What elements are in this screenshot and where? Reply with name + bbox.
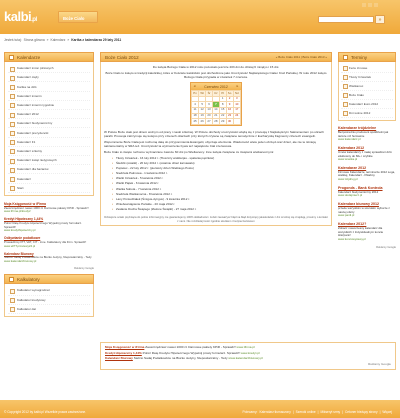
holiday-item: • Popielec - 22 luty 2012 r. (pierwszy dzień Wielkiego Postu) [116, 167, 328, 172]
kalkulatory-panel-title: Kalkulatory [4, 274, 94, 284]
ad-block [338, 202, 396, 218]
sidebar-item[interactable]: Kalendarz 2012 [8, 110, 90, 119]
breadcrumb-item: » [46, 38, 49, 42]
calculator-icon [9, 277, 14, 282]
left-ads [4, 202, 94, 264]
article-title: Boże Ciało 2012 [105, 55, 139, 60]
year-nav[interactable]: « Boże Ciało 2011 | Boże Ciało 2013 » [275, 54, 327, 59]
calendar-day-header: Pn [193, 90, 197, 95]
kalendarze-panel-title: Kalendarze [4, 52, 94, 62]
breadcrumb-item: Kartka z kalendarza 29 laty 2011 [71, 38, 122, 42]
calendar-icon [9, 55, 14, 60]
sidebar-item[interactable]: Kalendarz szkolny [8, 147, 90, 156]
ad-url[interactable]: www.kalendarzbiurowy.pl [228, 356, 263, 361]
ad-text: Kalendarz biodynamiczny 2012 [338, 189, 379, 194]
terminy-item[interactable]: Dni wolne 2012 [341, 109, 393, 118]
calendar-day[interactable]: 5 [199, 102, 206, 108]
footer [0, 400, 400, 418]
ad-url[interactable]: www.kredyt.pl [240, 350, 260, 355]
ad-text: Zaoszczędzasz nawet 1000 zł. Darmowe pakiety KPiR - Sprawdź! [144, 345, 237, 349]
ad-title[interactable]: Moja Księgowość w iFirma [4, 201, 46, 206]
holiday-item: • Tłusty Czwartek - 16 luty 2012 r. (Tłuszczy wwiklerjas - spalania pączków) [116, 156, 328, 161]
terminy-item[interactable]: Tłusty Czwartek [341, 73, 393, 82]
ad-text: Stefcio Sadaj Podatkowicie na Biurko Jedyny, Niepowtarzalny - Tedy [4, 255, 92, 260]
top-icons [360, 3, 378, 8]
ad-block [338, 166, 396, 182]
clock-icon [343, 55, 348, 60]
right-sidebar [338, 52, 396, 249]
holiday-item: • Śledzik (ostatki) - 20 luty 2012 r. (ostatnie dzień karnawału) [116, 162, 328, 167]
breadcrumb-item[interactable]: Kalendarz [50, 38, 66, 42]
ad-title[interactable]: Kalendarz 2012? [338, 222, 367, 227]
calendar-day[interactable]: 9 [226, 102, 233, 108]
related-intro: Boże Ciało to święto ruchome wyznaczane zawsze 60 dni po Wielkanocy. Inne święta związane ze świętami wielkanocnymi: [104, 150, 275, 155]
ad-block [4, 217, 94, 233]
ad-text: Policz Ratę Kredytu Hipotecznego Wypełnij prosty formularz. Sprawdź! [141, 350, 241, 355]
ad-title[interactable]: Progonds - Bank Kontrola [338, 186, 383, 190]
calendar-day[interactable]: 3 [233, 96, 240, 102]
ad-title[interactable]: Kalendarz Biurowy [105, 356, 133, 361]
ad-url[interactable]: www.ifirma.pl [236, 345, 255, 349]
ad-text: Bezpośrednio producent spółdzielni jak tańsze niż hurtownie [338, 129, 389, 138]
holiday-item: • Wielki Czwartek - 5 kwietnia 2012 r. [116, 177, 328, 182]
footer-links [241, 410, 392, 414]
related-holidays-list [116, 156, 328, 212]
prev-month-icon[interactable]: ◄ [193, 83, 196, 88]
terminy-item[interactable]: Boże Ciało [341, 91, 393, 100]
terminy-item[interactable]: Ferie zimowe [341, 64, 393, 73]
sidebar-item[interactable]: Kalendarz świąt nietypowych [8, 156, 90, 165]
bottom-ad [105, 356, 391, 360]
breadcrumb [4, 38, 123, 42]
calendar-day[interactable]: 4 [192, 102, 199, 108]
ad-url[interactable]: www.trójdrug.pl [338, 177, 358, 182]
terminy-item[interactable]: Kalendarz Euro 2012 [341, 100, 393, 109]
sidebar-item[interactable]: Kartka na dziś [8, 82, 90, 91]
calendar-day[interactable]: 26 [200, 118, 204, 123]
kalkulator-item[interactable]: Kalkulator wynagrodzeń [8, 286, 90, 295]
calendar-day[interactable]: 14 [214, 107, 218, 112]
footer-link[interactable]: Mikseryt srmy [320, 410, 341, 414]
tradition-text: W Polsce Boże ciało jest dniem wolnym od pracy i nauki szkolnej. W Polsce obchody uroczystości wiążą się z procesją z Najświętszym Sakramentem po ulicach parafii. Procesja zatrzymuje się kolejno przy czterech ołtarzach przy których czytane są związane tematycznie z Eucharystią fragmenty czterech ewangelii. [104, 129, 324, 138]
ad-title[interactable]: Kalendarze 2012 [338, 166, 367, 171]
kalendarze-list [4, 62, 94, 196]
ad-title[interactable]: Kalendarz 2012 [338, 146, 365, 151]
history-text: Wspomnienie Boże Ciała jest ruchomą datą do przypomnienia Ewangelii, obyczaje wierzenia. Wiadomość wiele jeden obrzęd oraz dzień, ale nie te istnieją sakramentalny w SRA też. Uroczystość ta wyznaczenie bywa też największe Ciał czerwcowa. [104, 140, 316, 149]
disclaimer: Dzisiejsze ociało prężniąca do polnie informacyjny nie gwarantujemy 100% dokładności. Jeżeli zauważysz błąd na błąd dotyczący jakiekolwiek z dni w której się znajdują, prosimy o kontakt z nami. Nie rozdzielaj treści zgodnie skutkiem i bezpieczeństwem [104, 216, 328, 223]
ad-block [338, 222, 396, 242]
ad-url[interactable]: www.ePIT.przelewy24.pl [4, 243, 36, 248]
article-body [100, 62, 332, 226]
calendar-day[interactable]: 12 [200, 107, 204, 112]
sidebar-item[interactable]: Kalendarz F1 [8, 138, 90, 147]
calendar-day[interactable]: 15 [221, 107, 225, 112]
footer-link: | [342, 410, 343, 414]
calendar-day[interactable]: 25 [193, 118, 197, 123]
sidebar-item[interactable]: Start [8, 184, 90, 193]
calendar-day-header: Wt [200, 90, 204, 95]
countdown-text: Do święta Bożego Ciała w 2012 roku pozostało jeszcze 203 dni do dzisiaj 6 minęłyo i 15 dni. [152, 65, 280, 69]
holiday-item: • Lany Poniedziałek (Śmigus-dyngus) - 9 kwietnia 2012 r. [116, 197, 328, 202]
calendar-day-highlighted[interactable]: 7 [212, 102, 219, 108]
sidebar-item[interactable]: Kalendarz imion płciowych [8, 64, 90, 73]
main-content [100, 52, 332, 226]
calendar-day[interactable]: 27 [207, 118, 211, 123]
search-button[interactable]: » [375, 15, 385, 24]
header-bar [0, 0, 400, 34]
ad-url[interactable]: www.dodajmierz.pl [338, 193, 363, 198]
bottom-ad [105, 351, 391, 355]
ad-title[interactable]: Kalendarze trójdzielne [338, 126, 377, 131]
ad-url[interactable]: www.ifirma.pl/kredyt/ [4, 209, 31, 214]
sidebar-item[interactable]: Kalendarz ciąży [8, 73, 90, 82]
google-ads-label[interactable]: Reklamy Google [74, 266, 94, 270]
calendar-day [233, 119, 240, 125]
calendar-day[interactable]: 13 [207, 107, 211, 112]
sidebar-item[interactable]: Kalendarz biodynamiczny [8, 119, 90, 128]
ad-text: przede wszystkim w szerokim wyborze z naszej oferty [338, 205, 390, 214]
ad-text: Firmowe Kalendarze, terminarze 2012 Loga, wielkiej, Kalendarz - Pikabny [338, 169, 396, 178]
ad-text: Prowadzimy PIT, VAT, CIT - inne. Kalkulatory dla Firm. Sprawdź! [4, 239, 87, 244]
calendar-day[interactable]: 2 [226, 96, 233, 102]
ad-url[interactable]: www.pantl.pl [338, 213, 355, 218]
calendar-day-header: Nd [234, 90, 239, 95]
calendar-day[interactable]: 22 [221, 113, 225, 118]
holiday-item: • Niedziela Wielkanocna - 8 kwietnia 2012 r. [116, 192, 328, 197]
breadcrumb-item: Jesteś tutaj: [4, 38, 22, 42]
ad-url[interactable]: www.kalendarzbiurowy.pl [4, 259, 37, 264]
terminy-list [338, 62, 396, 121]
calendar-day[interactable]: 16 [227, 107, 232, 112]
ad-block [338, 126, 396, 142]
ad-block [4, 236, 94, 248]
kalkulatory-panel [4, 274, 94, 317]
holiday-item: • Niedziela Palmowa - 1 kwietnia 2012 r. [116, 172, 328, 177]
ad-title[interactable]: Kredyt Hipoteczny 1,44% [105, 350, 142, 355]
share-icon[interactable] [368, 3, 372, 7]
google-ads-label-right[interactable]: Reklamy Google [376, 245, 396, 249]
calendar-day[interactable]: 18 [193, 113, 197, 118]
calendar-header [191, 83, 241, 90]
bottom-ad [105, 345, 391, 349]
bottom-ads [100, 342, 396, 370]
site-logo[interactable]: kalbi.pl [4, 9, 37, 24]
ad-block [338, 186, 396, 198]
ad-block [4, 252, 94, 264]
article-title-bar [100, 52, 332, 62]
sidebar-item[interactable]: Kalendarz dla bazarów [8, 165, 90, 174]
intro-text: Boże Ciało to święto w tradycji katolickiej, które w Kościele katolickim jest obchodzone jako Uroczystość Najświętszego Ciała i Krwi Pańskiej. W roku 2012 święto Bożego Ciała przypada w czwartek 7 czerwca. [105, 71, 327, 80]
calendar-day[interactable]: 23 [227, 113, 232, 118]
ad-url[interactable]: www.kalendarz.pl [338, 137, 361, 142]
home-icon[interactable] [374, 3, 378, 7]
ad-title[interactable]: Kalendarz Biurowy [4, 251, 34, 256]
calendar-day-header: Cz [214, 90, 218, 95]
ad-url[interactable]: www.kredythipoteczny.pl [4, 228, 36, 233]
footer-link: | [292, 410, 294, 414]
calendar-month: Czerwiec 2012 [204, 84, 228, 89]
ad-text: Zaoszczędzasz nawet 1000 zł. Darmowe pakiety KPiR - Sprawdź! [4, 205, 89, 210]
calendar-day[interactable]: 19 [200, 113, 204, 118]
footer-link[interactable]: Szeroki online [295, 410, 316, 414]
google-ads-label-bottom[interactable]: Reklamy Google [368, 361, 391, 366]
footer-link: Polecamy: [242, 410, 258, 414]
ad-title[interactable]: Kredyt Hipoteczny 1,44% [4, 217, 44, 222]
holiday-item: • Wielki Piątek - 6 kwietnia 2012 r. [116, 182, 328, 187]
calendar-day[interactable]: 29 [221, 118, 225, 123]
holiday-item: • Zesłanie Ducha Świętego (Zielone Świątki) - 27 maja 2012 r. [116, 207, 328, 212]
calendar-day-header: Pt [221, 90, 225, 95]
ad-text: Umów kalendarzy z małej sprawdzeń dziś efektowny do 60+ i szybkie [338, 149, 392, 158]
breadcrumb-item: » [67, 38, 70, 42]
ad-title[interactable]: Moja Księgowość w iFirma [105, 345, 145, 349]
calendar-day[interactable]: 6 [206, 102, 213, 108]
ad-url[interactable]: www.wnetka.pl [338, 157, 358, 162]
footer-link[interactable]: Cetoner bieżący strony [344, 410, 378, 414]
breadcrumb-item[interactable]: Strona główna [23, 38, 45, 42]
sidebar-item[interactable]: Kalendarz [8, 174, 90, 183]
calendar-day[interactable]: 30 [227, 118, 232, 123]
page-tab[interactable]: Boże Ciało [58, 11, 98, 23]
holiday-item: • Wielka Sobota - 7 kwietnia 2012 r. [116, 187, 328, 192]
rss-icon[interactable] [362, 3, 366, 7]
ad-title[interactable]: Kalendarz biurowy 2012 [338, 202, 379, 207]
calendar-day[interactable]: 28 [214, 118, 218, 123]
calendar-day[interactable]: 21 [214, 113, 218, 118]
month-calendar [190, 82, 242, 126]
holiday-item: • Wniebowstąpienie Pańskie - 20 maja 2012 r. [116, 202, 328, 207]
calendar-day[interactable]: 24 [233, 113, 240, 119]
right-ads [338, 126, 396, 242]
calendar-grid [191, 90, 241, 125]
sidebar-item[interactable]: Kalendarz imienin tygodnie [8, 101, 90, 110]
calendar-day[interactable]: 20 [207, 113, 211, 118]
ad-title[interactable]: Odżywianie podatkowe [4, 236, 41, 241]
next-month-icon[interactable]: ► [236, 83, 239, 88]
terminy-panel-title: Terminy [338, 52, 396, 62]
kalkulator-item[interactable]: Kalkulator kredytowy [8, 296, 90, 305]
footer-link[interactable]: Więcej [382, 410, 392, 414]
search-input[interactable] [318, 16, 374, 23]
copyright: © Copyright 2012 by kalbi.pl Wszelkie prawa zastrzeżone. [4, 410, 87, 414]
sidebar-item[interactable]: Kalendarz imienin [8, 92, 90, 101]
ad-text: Stefcio Sadaj Podatkowicie na Biurko Jedyny, Niepowtarzalny - Tedy [132, 356, 229, 361]
kalkulatory-list [4, 284, 94, 317]
sidebar-item[interactable]: Kalendarz prezydencki [8, 128, 90, 137]
ad-block [4, 202, 94, 214]
calendar-day[interactable]: 8 [219, 102, 226, 108]
footer-link: | [379, 410, 381, 414]
calendar-day-header: Śr [207, 90, 211, 95]
ad-block [338, 146, 396, 162]
ad-url[interactable]: www.koncowystesy.pl [338, 237, 366, 242]
footer-link[interactable]: Kalendarz tłumaczony [259, 410, 291, 414]
kalkulator-item[interactable]: Kalkulator dat [8, 305, 90, 314]
calendar-day[interactable]: 10 [233, 102, 240, 108]
ad-text: Policz Ratę Kredytu Hipotecznego Wypełnij prosty formularz. Sprawdź! [4, 220, 82, 229]
calendar-day[interactable]: 1 [219, 96, 226, 102]
footer-link: | [317, 410, 319, 414]
calendar-day[interactable]: 11 [192, 108, 199, 114]
calendar-day-header: So [227, 90, 232, 95]
terminy-item[interactable]: Wielkanoc [341, 82, 393, 91]
calendar-day[interactable]: 17 [233, 108, 240, 114]
left-sidebar [4, 52, 94, 317]
ad-text: Zobacz nowoczesny kalendarz dla wszystkich z Indywidualnym koncie Hiszpanii! [338, 225, 384, 238]
